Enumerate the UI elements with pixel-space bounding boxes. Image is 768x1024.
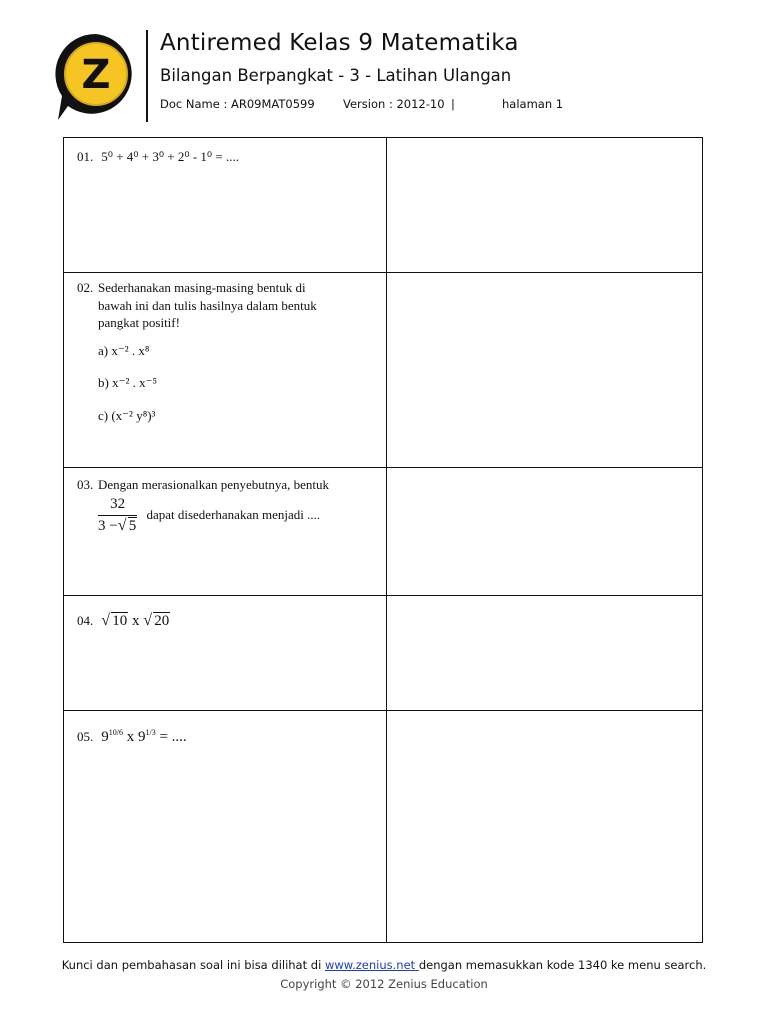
question-number: 04.: [77, 613, 94, 628]
question-number: 05.: [77, 729, 94, 744]
footer-text: Kunci dan pembahasan soal ini bisa dilihat di: [61, 958, 325, 972]
square-root: √ 5: [117, 517, 137, 534]
question-number: 02.: [77, 280, 94, 295]
svg-text:Z: Z: [81, 52, 111, 98]
operator: x: [126, 729, 135, 745]
question-number: 03.: [77, 477, 94, 492]
question-02: [77, 279, 317, 424]
document-subtitle: Bilangan Berpangkat - 3 - Latihan Ulangan: [160, 66, 512, 85]
question-05: [77, 728, 187, 747]
question-text: dapat disederhanakan menjadi ....: [146, 506, 321, 522]
fraction-denominator: [98, 516, 137, 536]
column-divider: [386, 138, 387, 942]
question-tail: = ....: [159, 729, 187, 745]
doc-version: Version : 2012-10: [343, 97, 445, 111]
document-title: Antiremed Kelas 9 Matematika: [160, 30, 519, 56]
fraction-exponent: 10/6: [108, 728, 123, 737]
row-divider: [64, 467, 702, 468]
fraction-numerator: 32: [98, 496, 137, 517]
header-divider: [146, 30, 148, 122]
power-base: 9: [101, 729, 109, 745]
question-text: pangkat positif!: [98, 315, 180, 330]
zenius-link[interactable]: www.zenius.net: [324, 958, 419, 972]
question-03: [77, 476, 329, 536]
radicand: 5: [128, 518, 137, 534]
footer-note: [0, 958, 768, 972]
question-text: 5⁰ + 4⁰ + 3⁰ + 2⁰ - 1⁰ = ....: [101, 149, 239, 164]
copyright: Copyright © 2012 Zenius Education: [280, 977, 488, 991]
fraction-exponent: 1/3: [145, 728, 156, 737]
square-root: √ 10: [101, 612, 128, 629]
question-table: [63, 137, 703, 943]
row-divider: [64, 272, 702, 273]
row-divider: [64, 595, 702, 596]
row-divider: [64, 710, 702, 711]
footer-text: dengan memasukkan kode 1340 ke menu search.: [418, 958, 707, 972]
question-text: Dengan merasionalkan penyebutnya, bentuk: [98, 477, 330, 492]
power-base: 9: [137, 729, 146, 745]
fraction: [98, 496, 137, 536]
subquestion-b: b) x⁻² . x⁻⁵: [98, 375, 157, 390]
subquestion-a: a) x⁻² . x⁸: [98, 342, 150, 358]
page-number: halaman 1: [502, 97, 564, 111]
question-04: [77, 612, 170, 631]
operator: x: [132, 613, 140, 629]
denominator-term: 3 −: [98, 518, 118, 534]
square-root: √ 20: [143, 612, 170, 629]
doc-name: Doc Name : AR09MAT0599: [160, 97, 315, 111]
radicand: 20: [154, 613, 170, 629]
meta-separator: |: [451, 97, 455, 111]
question-01: [77, 148, 239, 166]
question-text: bawah ini dan tulis hasilnya dalam bentuk: [98, 297, 317, 313]
radicand: 10: [112, 613, 128, 629]
question-text: Sederhanakan masing-masing bentuk di: [98, 280, 306, 295]
subquestion-c: c) (x⁻² y⁸)³: [98, 407, 156, 423]
question-number: 01.: [77, 149, 94, 164]
zenius-logo: [50, 30, 142, 122]
